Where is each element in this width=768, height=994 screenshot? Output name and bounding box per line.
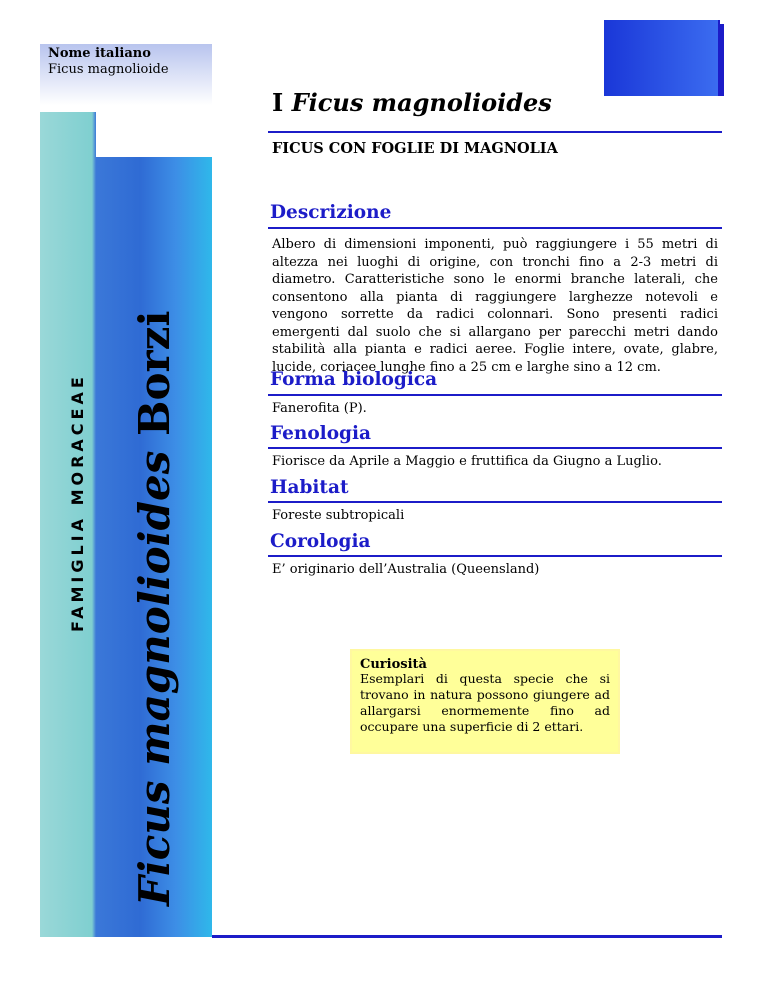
- species-author: Borzi: [130, 310, 179, 451]
- section-text-fenologia: Fiorisce da Aprile a Maggio e fruttifica da Giugno a Luglio.: [272, 454, 662, 469]
- section-divider: [268, 447, 722, 449]
- italian-name-label: Nome italiano: [48, 46, 151, 61]
- page-subtitle: FICUS CON FOGLIE DI MAGNOLIA: [272, 140, 558, 157]
- curiosity-title: Curiosità: [360, 657, 427, 672]
- section-heading-habitat: Habitat: [270, 477, 349, 498]
- section-divider: [268, 394, 722, 396]
- section-divider: [268, 555, 722, 557]
- species-name: Ficus magnolioides: [130, 450, 179, 906]
- italian-name-box: [40, 44, 212, 112]
- section-text-forma-biologica: Fanerofita (P).: [272, 401, 367, 416]
- curiosity-text: Esemplari di questa specie che si trovano in natura possono giungere ad allargarsi enormemente fino ad occupare una superficie di 2 ettari.: [360, 671, 610, 734]
- section-text-corologia: E’ originario dell’Australia (Queensland): [272, 562, 540, 577]
- title-divider: [268, 131, 722, 133]
- corner-decorative-box: [604, 20, 720, 96]
- section-divider: [268, 227, 722, 229]
- title-prefix: I: [272, 88, 292, 117]
- species-vertical-title: [130, 311, 179, 906]
- family-label: FAMIGLIA MORACEAE: [68, 373, 87, 632]
- section-divider: [268, 501, 722, 503]
- page-title: [272, 88, 552, 117]
- section-text-habitat: Foreste subtropicali: [272, 508, 405, 523]
- strip-upper-blank: [96, 112, 212, 157]
- section-heading-forma-biologica: Forma biologica: [270, 369, 438, 390]
- section-text-descrizione: Albero di dimensioni imponenti, può raggiungere i 55 metri di altezza nei luoghi di origine, con tronchi fino a 2-3 metri di diametro. Caratteristiche sono le enormi branche laterali, che consentono alla pianta di raggiungere larghezze notevoli e vengono sorrette da radici colonnari. Sono presenti radici emergenti dal suolo che si allargano per parecchi metri dando stabilità alla pianta e radici aeree. Foglie intere, ovate, glabre, lucide, coriacee lunghe fino a 25 cm e larghe sino a 12 cm.: [272, 237, 718, 375]
- section-heading-corologia: Corologia: [270, 531, 371, 552]
- curiosity-box: [350, 649, 620, 754]
- decorative-gradient-strip: [40, 112, 212, 937]
- section-heading-fenologia: Fenologia: [270, 423, 372, 444]
- title-species: Ficus magnolioides: [291, 88, 552, 117]
- section-heading-descrizione: Descrizione: [270, 202, 392, 223]
- left-sidebar: [40, 44, 212, 937]
- italian-name-value: Ficus magnolioide: [48, 62, 169, 77]
- bottom-divider: [212, 935, 722, 938]
